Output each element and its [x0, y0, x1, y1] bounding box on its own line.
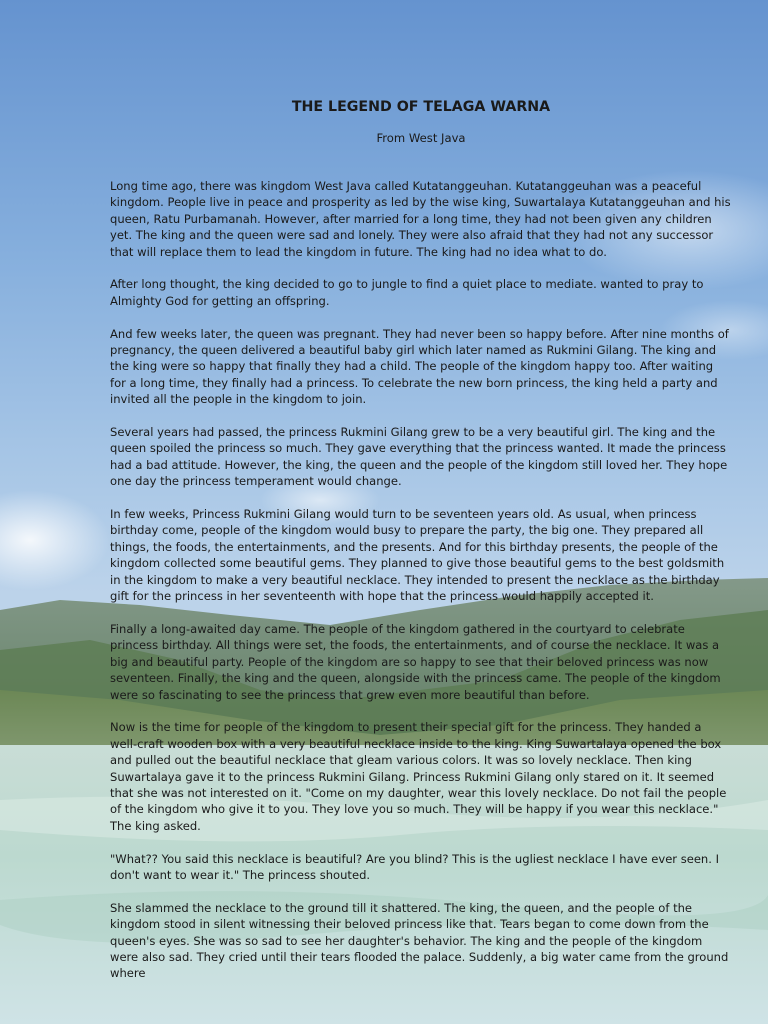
page-title: THE LEGEND OF TELAGA WARNA — [291, 99, 551, 115]
paragraph-6: Finally a long-awaited day came. The people of the kingdom gathered in the courtyard to celebrate princess birthday. All things were set, the foods, the entertainments, and of course the necklace. It was a big and beautiful party. People of the kingdom are so happy to see that their beloved princess was now seventeen. Finally, the king and the queen, alongside with the princess came. The people of the kingdom were so fascinating to see the princess that grew even more beautiful than before. — [110, 621, 721, 702]
paragraph-3: And few weeks later, the queen was pregnant. They had never been so happy before. After nine months of pregnancy, the queen delivered a beautiful baby girl which later named as Rukmini Gilang. The king and the king were so happy that finally they had a child. The people of the kingdom happy too. After waiting for a long time, they finally had a princess. To celebrate the new born princess, the king held a party and invited all the people in the kingdom to join. — [110, 326, 729, 407]
paragraph-4: Several years had passed, the princess Rukmini Gilang grew to be a very beautiful girl. The king and the queen spoiled the princess so much. They gave everything that the princess wanted. It made the princess had a bad attitude. However, the king, the queen and the people of the kingdom still loved her. They hope one day the princess temperament would change. — [110, 425, 728, 489]
paragraph-5: In few weeks, Princess Rukmini Gilang would turn to be seventeen years old. As usual, when princess birthday come, people of the kingdom would busy to prepare the party, the big one. They prepared all things, the foods, the entertainments, and the presents. And for this birthday presents, the people of the kingdom collected some beautiful gems. They planned to give those beautiful gems to the best goldsmith in the kingdom to make a very beautiful necklace. They intended to present the necklace as the birthday gift for the princess in her seventeenth with hope that the princess would happily accepted it. — [110, 507, 725, 604]
document-body — [110, 96, 732, 998]
paragraph-1: Long time ago, there was kingdom West Java called Kutatanggeuhan. Kutatanggeuhan was a peaceful kingdom. People live in peace and prosperity as led by the wise king, Suwartalaya Kutatanggeuhan and his queen, Ratu Purbamanah. However, after married for a long time, they had not been given any children yet. The king and the queen were sad and lonely. They were also afraid that they had not any successor that will replace them to lead the kingdom in future. The king had no idea what to do. — [110, 179, 731, 259]
paragraph-9: She slammed the necklace to the ground till it shattered. The king, the queen, and the people of the kingdom stood in silent witnessing their beloved princess like that. Tears began to come down from the queen's eyes. She was so sad to see her daughter's behavior. The king and the people of the kingdom were also sad. They cried until their tears flooded the palace. Suddenly, a big water came from the ground where — [110, 900, 729, 981]
paragraph-7: Now is the time for people of the kingdom to present their special gift for the princess. They handed a well-craft wooden box with a very beautiful necklace inside to the king. King Suwartalaya opened the box and pulled out the beautiful necklace that gleam various colors. It was so lovely necklace. Then king Suwartalaya gave it to the princess Rukmini Gilang. Princess Rukmini Gilang only stared on it. It seemed that she was not interested on it. "Come on my daughter, wear this lovely necklace. Do not fail the people of the kingdom who give it to you. They love you so much. They will be happy if you wear this necklace." The king asked. — [110, 720, 727, 833]
page-subtitle: From West Java — [376, 131, 466, 145]
paragraph-2: After long thought, the king decided to go to jungle to find a quiet place to mediate. wanted to pray to Almighty God for getting an offspring. — [110, 277, 704, 308]
story-text — [110, 178, 732, 982]
paragraph-8: "What?? You said this necklace is beautiful? Are you blind? This is the ugliest necklace I have ever seen. I don't want to wear it." The princess shouted. — [110, 851, 720, 882]
